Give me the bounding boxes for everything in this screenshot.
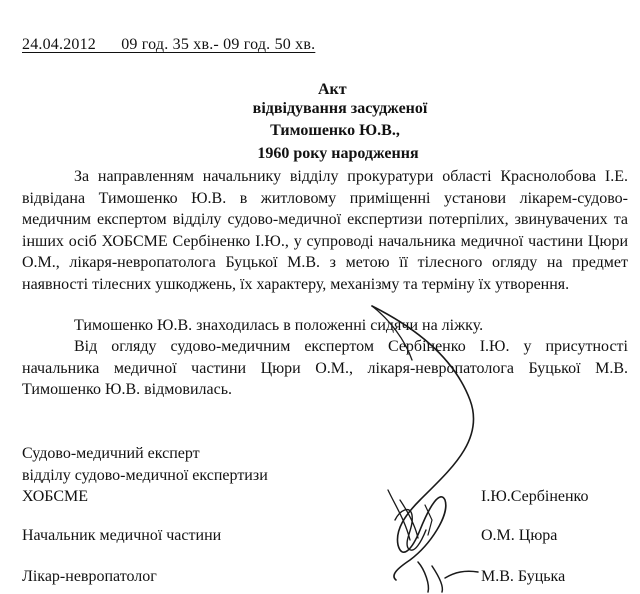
medical-chief-name: О.М. Цюра xyxy=(481,527,558,544)
paragraph-position: Тимошенко Ю.В. знаходилась в положенні сидячи на ліжку. xyxy=(74,317,484,334)
paragraph-refusal: Від огляду судово-медичним експертом Сербіненко І.Ю. у присутності начальника медичної частини Цюри О.М., лікаря-невропатолога Буцької М.В. Тимошенко Ю.В. відмовилась. xyxy=(22,338,628,398)
title-act: Акт xyxy=(318,81,347,98)
date-time-line: 24.04.2012 09 год. 35 хв.- 09 год. 50 хв. xyxy=(22,36,316,53)
expert-title-line3: ХОБСМЕ xyxy=(22,488,89,505)
paragraph-direction: За направленням начальнику відділу прокуратури області Краснолобова І.Е. відвідана Тимошенко Ю.В. в житловому приміщенні установи лікарем-судово-медичним експертом відділу судово-медичної експертизи потерпілих, звинувачених та інших осіб ХОБСМЕ Сербіненко І.Ю., у супроводі начальника медичної частини Цюри О.М., лікаря-невропатолога Буцької М.В. з метою її тілесного огляду на предмет наявності тілесних ушкоджень, їх характеру, механізму та терміну їх утворення. xyxy=(22,168,628,293)
title-birth-year: 1960 року народження xyxy=(257,145,419,162)
title-name: Тимошенко Ю.В., xyxy=(270,122,400,139)
title-visit: відвідування засудженої xyxy=(252,100,428,117)
expert-title-line2: відділу судово-медичної експертизи xyxy=(22,467,268,484)
neurologist-title: Лікар-невропатолог xyxy=(22,568,157,585)
neurologist-name: М.В. Буцька xyxy=(481,568,566,585)
medical-chief-title: Начальник медичної частини xyxy=(22,527,222,544)
expert-signature xyxy=(372,306,474,580)
expert-title-line1: Судово-медичний експерт xyxy=(22,445,200,462)
neurologist-signature xyxy=(418,562,478,592)
expert-name: І.Ю.Сербіненко xyxy=(481,488,589,505)
